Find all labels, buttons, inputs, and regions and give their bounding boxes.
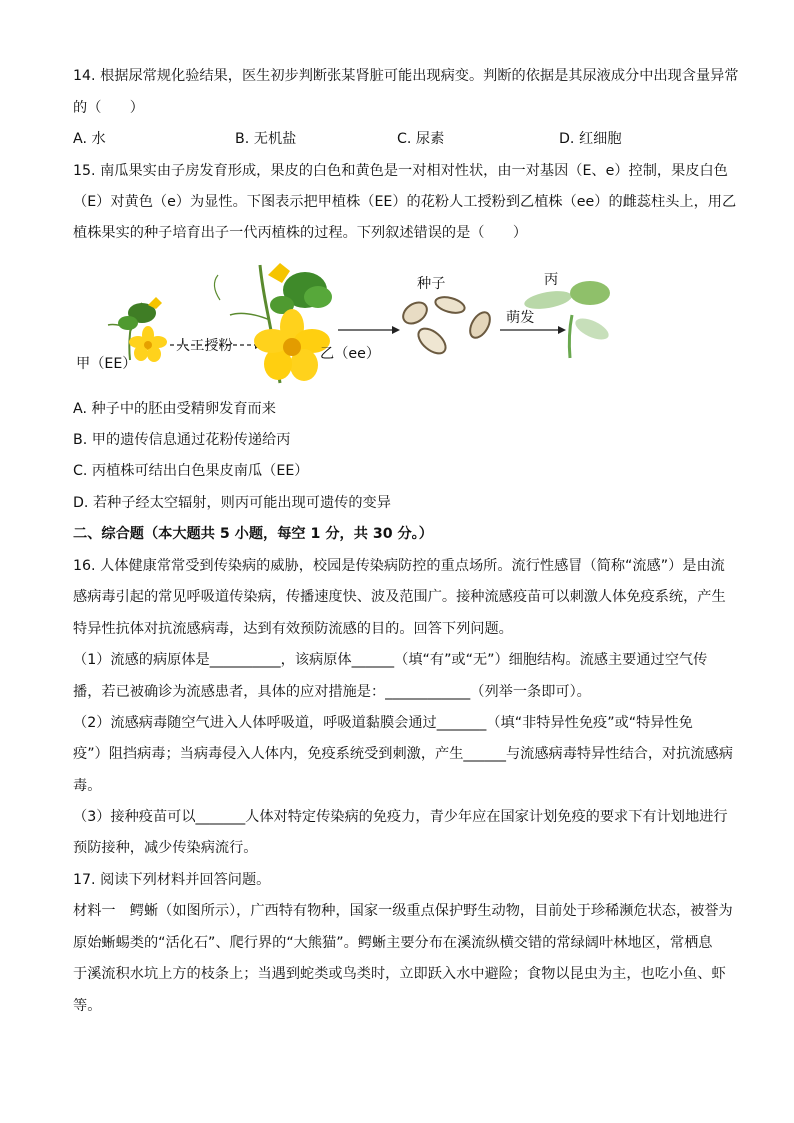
- q16-line: 毒。: [73, 778, 102, 794]
- q16-line: 特异性抗体对抗流感病毒，达到有效预防流感的目的。回答下列问题。: [73, 621, 513, 637]
- q17-line: 17. 阅读下列材料并回答问题。: [73, 872, 271, 888]
- label-germinate: 萌发: [506, 310, 535, 326]
- label-seed: 种子: [417, 276, 446, 292]
- q17-line: 等。: [73, 998, 102, 1014]
- germinate-arrow: [500, 326, 566, 334]
- seeds-icon: [399, 294, 494, 358]
- q16-line: 疫”）阻挡病毒；当病毒侵入人体内，免疫系统受到刺激，产生______与流感病毒特异性结合，对抗流感病: [73, 746, 733, 762]
- q16-line: （2）流感病毒随空气进入人体呼吸道，呼吸道黏膜会通过_______（填“非特异性免疫”或“特异性免: [73, 715, 693, 731]
- q15-option-b: B. 甲的遗传信息通过花粉传递给丙: [73, 432, 291, 448]
- q15-stem-line3: 植株果实的种子培育出子一代丙植株的过程。下列叙述错误的是（ ）: [73, 225, 528, 241]
- label-pollination: 人工授粉: [176, 338, 233, 354]
- q15-option-d: D. 若种子经太空辐射，则丙可能出现可遗传的变异: [73, 495, 391, 511]
- q17-line: 材料一 鳄蜥（如图所示），广西特有物种，国家一级重点保护野生动物，目前处于珍稀濒危状态，被誉为: [73, 903, 733, 919]
- q16-line: 播，若已被确诊为流感患者，具体的应对措施是：____________（列举一条即可）。: [73, 684, 591, 700]
- q16-line: 16. 人体健康常常受到传染病的威胁，校园是传染病防控的重点场所。流行性感冒（简称“流感”）是由流: [73, 558, 725, 574]
- q17-line: 原始蜥蜴类的“活化石”、爬行界的“大熊猫”。鳄蜥主要分布在溪流纵横交错的常绿阔叶林地区，常栖息: [73, 935, 713, 951]
- q16-line: 预防接种，减少传染病流行。: [73, 840, 258, 856]
- label-bing: 丙: [544, 272, 559, 288]
- q15-option-a: A. 种子中的胚由受精卵发育而来: [73, 401, 276, 417]
- pollination-figure: [70, 255, 630, 395]
- section-title: 二、综合题（本大题共 5 小题，每空 1 分，共 30 分。）: [73, 526, 433, 542]
- q16-line: 感病毒引起的常见呼吸道传染病，传播速度快、波及范围广。接种流感疫苗可以刺激人体免疫系统，产生: [73, 589, 726, 605]
- q15-option-c: C. 丙植株可结出白色果皮南瓜（EE）: [73, 463, 309, 479]
- seed-arrow: [338, 326, 400, 334]
- q14-option-d: D. 红细胞: [559, 131, 622, 147]
- q15-stem-line1: 15. 南瓜果实由子房发育形成，果皮的白色和黄色是一对相对性状，由一对基因（E、e）控制，果皮白色: [73, 163, 728, 179]
- plant-yi-icon: [214, 263, 332, 383]
- q16-line: （3）接种疫苗可以_______人体对特定传染病的免疫力，青少年应在国家计划免疫的要求下有计划地进行: [73, 809, 728, 825]
- q17-line: 于溪流积水坑上方的枝条上；当遇到蛇类或鸟类时，立即跃入水中避险；食物以昆虫为主，也吃小鱼、虾: [73, 966, 726, 982]
- label-yi: 乙（ee）: [320, 346, 381, 362]
- q14-option-c: C. 尿素: [397, 131, 445, 147]
- label-jia: 甲（EE）: [76, 356, 137, 372]
- seedling-bing-icon: [523, 281, 612, 358]
- q14-stem-line2: 的（ ）: [73, 100, 144, 116]
- q14-option-a: A. 水: [73, 131, 106, 147]
- q14-option-b: B. 无机盐: [235, 131, 297, 147]
- q16-line: （1）流感的病原体是__________，该病原体______（填“有”或“无”）细胞结构。流感主要通过空气传: [73, 652, 708, 668]
- q14-stem-line1: 14. 根据尿常规化验结果，医生初步判断张某肾脏可能出现病变。判断的依据是其尿液成分中出现含量异常: [73, 68, 739, 84]
- q15-stem-line2: （E）对黄色（e）为显性。下图表示把甲植株（EE）的花粉人工授粉到乙植株（ee）的雌蕊柱头上，用乙: [73, 194, 737, 210]
